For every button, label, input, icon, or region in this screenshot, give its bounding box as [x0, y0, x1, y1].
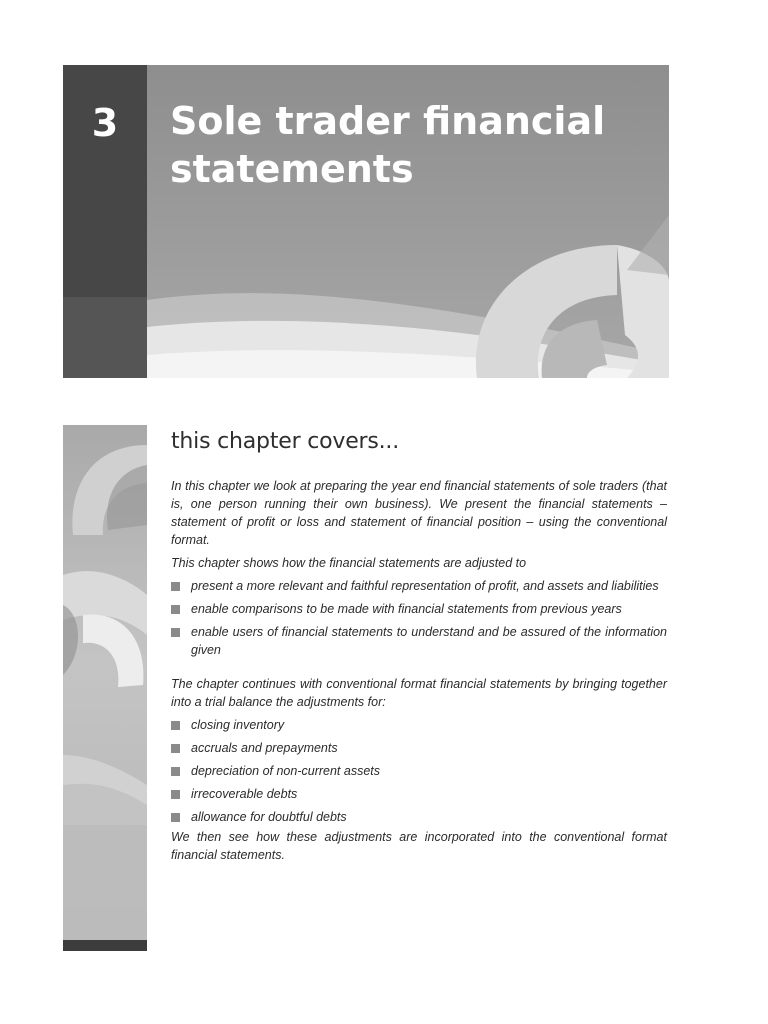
adjust-intro-paragraph: This chapter shows how the financial statements are adjusted to	[171, 556, 527, 570]
section-heading: this chapter covers...	[171, 429, 400, 454]
list-item: enable comparisons to be made with financial statements from previous years	[171, 600, 667, 618]
list-item: present a more relevant and faithful representation of profit, and assets and liabilities	[171, 577, 667, 595]
adjust-purpose-list	[171, 577, 667, 659]
square-bullet-icon	[171, 605, 180, 614]
square-bullet-icon	[171, 767, 180, 776]
list-item: irrecoverable debts	[171, 785, 667, 803]
list-item: enable users of financial statements to understand and be assured of the information given	[171, 623, 667, 659]
chapter-banner	[63, 65, 669, 378]
chapter-overview	[171, 425, 667, 864]
square-bullet-icon	[171, 790, 180, 799]
side-strip-foot	[63, 940, 147, 951]
closing-paragraph: We then see how these adjustments are incorporated into the conventional format financial statements.	[171, 830, 667, 862]
list-item: depreciation of non-current assets	[171, 762, 667, 780]
side-swirl-graphic	[63, 425, 147, 940]
square-bullet-icon	[171, 744, 180, 753]
square-bullet-icon	[171, 582, 180, 591]
adjustments-list	[171, 716, 667, 826]
chapter-title: Sole trader financial statements	[170, 99, 606, 191]
list-item: accruals and prepayments	[171, 739, 667, 757]
square-bullet-icon	[171, 628, 180, 637]
square-bullet-icon	[171, 813, 180, 822]
intro-paragraph: In this chapter we look at preparing the year end financial statements of sole traders (that is, one person running their own business). We present the financial statements – statement of profit or loss and statement of financial position – using the conventional format.	[171, 479, 667, 547]
list-item: closing inventory	[171, 716, 667, 734]
list-item: allowance for doubtful debts	[171, 808, 667, 826]
square-bullet-icon	[171, 721, 180, 730]
chapter-number-column	[63, 65, 147, 378]
side-decorative-strip	[63, 425, 147, 951]
continues-paragraph: The chapter continues with conventional format financial statements by bringing together into a trial balance the adjustments for:	[171, 677, 667, 709]
chapter-number: 3	[91, 101, 119, 145]
